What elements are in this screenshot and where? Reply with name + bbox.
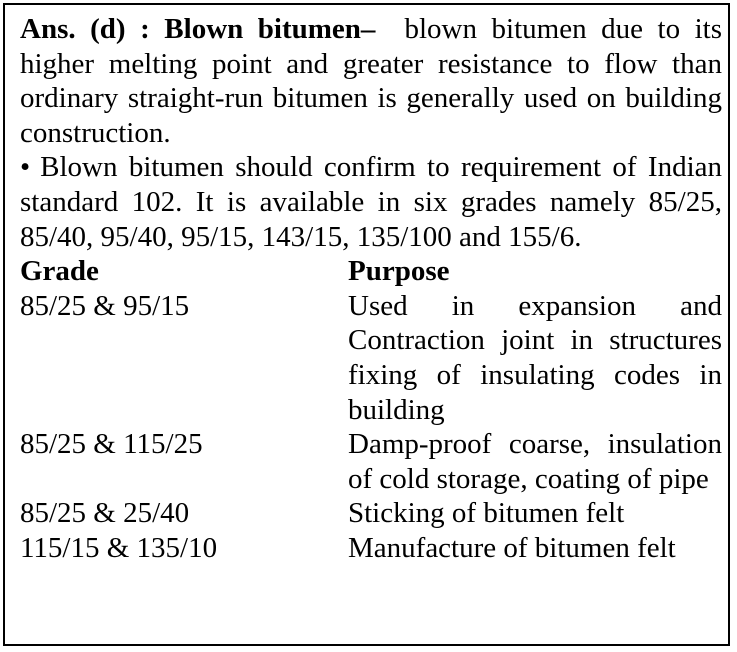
purpose-cell: Sticking of bitumen felt [348,497,625,530]
grade-purpose-table [20,254,722,565]
grade-column-header: Grade [20,255,99,288]
purpose-cell: Damp-proof coarse, insulation of cold storage, coating of pipe [348,428,722,495]
grade-cell: 85/25 & 115/25 [20,428,203,461]
answer-intro-text: blown bitumen due to its higher melting point and greater resistance to flow than ordinary straight-run bitumen is generally used on building construction. [20,13,722,149]
purpose-cell: Used in expansion and Contraction joint in structures fixing of insulating codes in building [348,289,722,426]
purpose-cell: Manufacture of bitumen felt [348,531,676,564]
grade-cell: 115/15 & 135/10 [20,531,218,564]
bullet-icon: • [20,151,31,184]
answer-lead: Ans. (d) : Blown bitumen– [20,13,376,45]
purpose-column-header: Purpose [348,255,450,288]
grade-cell: 85/25 & 95/15 [20,289,190,322]
intro-paragraph [20,12,722,150]
bullet-paragraph [20,150,722,254]
bullet-text: Blown bitumen should confirm to requirement of Indian standard 102. It is available in six grades namely 85/25, 85/40, 95/40, 95/15, 143/15, 135/100 and 155/6. [20,151,722,253]
answer-content [20,12,722,566]
answer-box [3,3,730,646]
grade-cell: 85/25 & 25/40 [20,497,190,530]
